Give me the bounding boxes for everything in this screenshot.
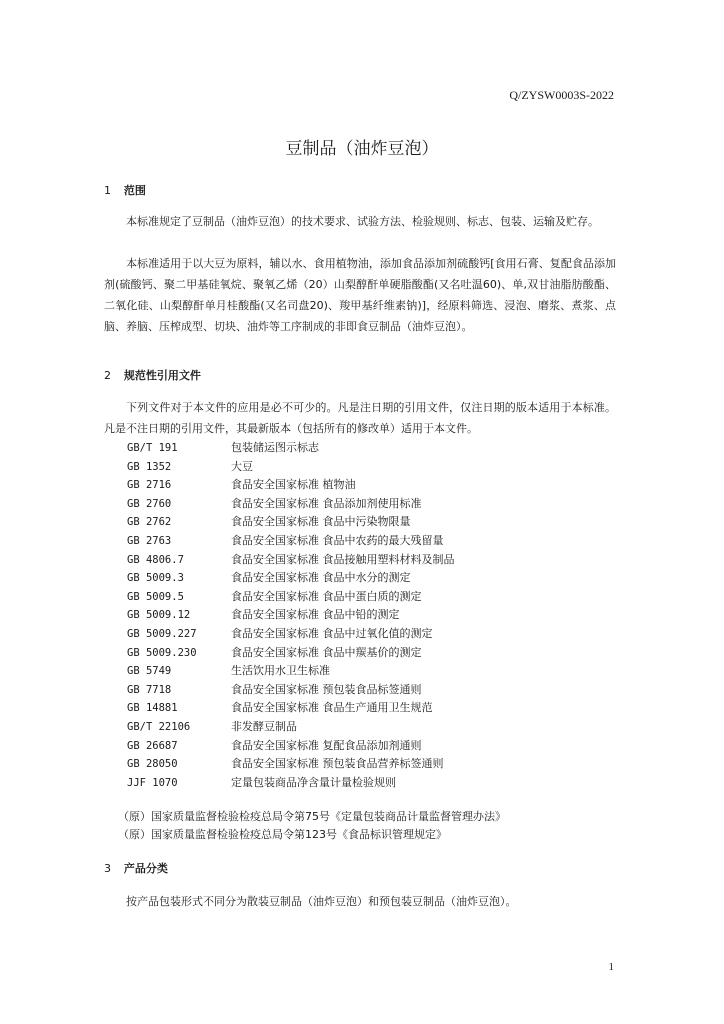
reference-row <box>127 476 356 494</box>
section-1-number: 1 <box>104 184 111 197</box>
section-2-paragraph-1: 下列文件对于本文件的应用是必不可少的。凡是注日期的引用文件，仅注日期的版本适用于本标准。凡是不注日期的引用文件，其最新版本（包括所有的修改单）适用于本文件。 <box>104 401 616 435</box>
reference-code: GB/T 22106 <box>127 721 191 733</box>
reference-code: GB 2760 <box>127 498 172 510</box>
section-1-paragraph-1: 本标准规定了豆制品（油炸豆泡）的技术要求、试验方法、检验规则、标志、包装、运输及贮存。 <box>126 215 599 228</box>
reference-code: GB 14881 <box>127 702 178 714</box>
reference-code: GB 2716 <box>127 479 172 491</box>
section-2-heading <box>104 367 201 383</box>
reference-name: 食品安全国家标准 食品中水分的测定 <box>231 571 411 584</box>
section-1-paragraph-2: 本标准适用于以大豆为原料，辅以水、食用植物油，添加食品添加剂硫酸钙[食用石膏、复配食品添加剂(硫酸钙、聚二甲基硅氧烷、聚氧乙烯（20）山梨醇酐单硬脂酸酯(又名吐温60)、单,双甘油脂肪酸酯、二氧化硅、山梨醇酐单月桂酸酯(又名司盘20)、羧甲基纤维素钠)]，经原料筛选、浸泡、磨浆、煮浆、点脑、养脑、压榨成型、切块、油炸等工序制成的非即食豆制品（油炸豆泡）。 <box>104 257 616 333</box>
reference-row <box>127 737 422 755</box>
reference-code: GB 28050 <box>127 758 178 770</box>
reference-name: 食品安全国家标准 预包装食品营养标签通则 <box>231 757 444 770</box>
reference-row <box>127 532 444 550</box>
reference-name: 食品安全国家标准 食品中过氧化值的测定 <box>231 627 433 640</box>
reference-name: 大豆 <box>231 460 253 473</box>
reference-code: GB 5009.12 <box>127 609 191 621</box>
reference-name: 食品安全国家标准 预包装食品标签通则 <box>231 683 422 696</box>
reference-row <box>127 644 422 662</box>
reference-code: GB 5009.3 <box>127 572 184 584</box>
reference-name: 食品安全国家标准 食品中污染物限量 <box>231 515 411 528</box>
reference-code: GB 5009.227 <box>127 628 197 640</box>
reference-name: 食品安全国家标准 植物油 <box>231 478 356 491</box>
reference-code: GB 5749 <box>127 665 172 677</box>
reference-name: 食品安全国家标准 食品中蛋白质的测定 <box>231 590 422 603</box>
reference-code: GB 2762 <box>127 516 172 528</box>
reference-name: 非发酵豆制品 <box>231 720 297 733</box>
reference-name: 食品安全国家标准 食品中羰基价的测定 <box>231 646 422 659</box>
reference-row <box>127 755 444 773</box>
reference-name: 食品安全国家标准 食品生产通用卫生规范 <box>231 701 433 714</box>
section-2-title: 规范性引用文件 <box>123 369 201 382</box>
reference-code: GB 26687 <box>127 740 178 752</box>
reference-code: GB 4806.7 <box>127 554 184 566</box>
reference-row <box>127 588 422 606</box>
reference-code: JJF 1070 <box>127 777 178 789</box>
reference-code: GB/T 191 <box>127 442 178 454</box>
reference-name: 定量包装商品净含量计量检验规则 <box>231 776 396 789</box>
document-code: Q/ZYSW0003S-2022 <box>509 88 614 102</box>
section-2-number: 2 <box>104 369 111 382</box>
reference-name: 食品安全国家标准 食品接触用塑料材料及制品 <box>231 553 455 566</box>
reference-name: 食品安全国家标准 复配食品添加剂通则 <box>231 739 422 752</box>
reference-name: 生活饮用水卫生标准 <box>231 664 330 677</box>
reference-row <box>127 551 455 569</box>
reference-name: 食品安全国家标准 食品添加剂使用标准 <box>231 497 422 510</box>
reference-name: 食品安全国家标准 食品中农药的最大残留量 <box>231 534 444 547</box>
reference-row <box>127 699 433 717</box>
reference-code: GB 2763 <box>127 535 172 547</box>
section-3-title: 产品分类 <box>123 862 168 875</box>
reference-row <box>127 662 330 680</box>
reference-name: 食品安全国家标准 食品中铅的测定 <box>231 608 400 621</box>
reference-row <box>127 513 411 531</box>
reference-code: GB 7718 <box>127 684 172 696</box>
reference-code: GB 5009.230 <box>127 647 197 659</box>
reference-row <box>127 439 319 457</box>
reference-row <box>127 681 422 699</box>
page-number: 1 <box>608 961 614 973</box>
reference-name: 包装储运图示标志 <box>231 441 319 454</box>
extra-reference-1: （原）国家质量监督检验检疫总局令第75号《定量包装商品计量监督管理办法》 <box>118 810 506 823</box>
reference-row <box>127 625 433 643</box>
reference-code: GB 1352 <box>127 461 172 473</box>
section-3-paragraph-1: 按产品包装形式不同分为散装豆制品（油炸豆泡）和预包装豆制品（油炸豆泡）。 <box>126 895 517 908</box>
reference-row <box>127 606 400 624</box>
reference-row <box>127 495 422 513</box>
reference-row <box>127 458 253 476</box>
section-1-heading <box>104 182 146 198</box>
section-1-title: 范围 <box>123 184 146 197</box>
reference-row <box>127 569 411 587</box>
page-title: 豆制品（油炸豆泡） <box>285 139 439 159</box>
extra-reference-2: （原）国家质量监督检验检疫总局令第123号《食品标识管理规定》 <box>118 828 447 841</box>
section-3-number: 3 <box>104 862 111 875</box>
section-3-heading <box>104 860 168 876</box>
reference-row <box>127 774 396 792</box>
reference-row <box>127 718 297 736</box>
reference-code: GB 5009.5 <box>127 591 184 603</box>
